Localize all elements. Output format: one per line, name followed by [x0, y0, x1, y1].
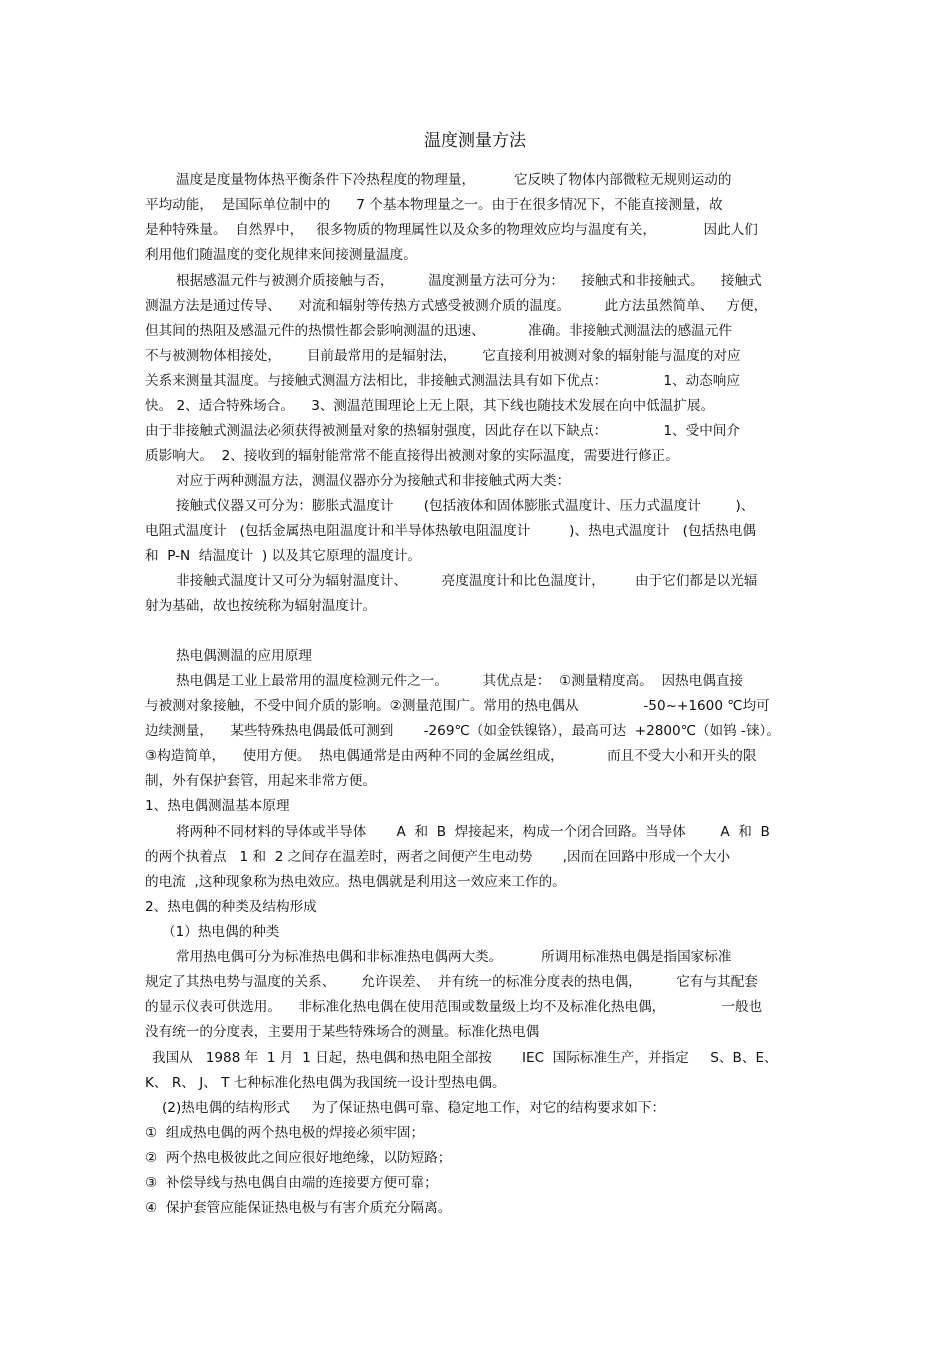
text-line: 的电流 ,这种现象称为热电效应。热电偶就是利用这一效应来工作的。 — [145, 874, 566, 890]
text-line: 的两个执着点 1 和 2 之间存在温差时，两者之间便产生电动势 ,因而在回路中形成一个大小 — [145, 849, 731, 865]
text-line: 电阻式温度计 (包括金属热电阻温度计和半导体热敏电阻温度计 )、热电式温度计 (包括热电偶 — [145, 523, 756, 539]
text-line: 射为基础，故也按统称为辐射温度计。 — [145, 598, 377, 614]
document-title: 温度测量方法 — [424, 131, 526, 151]
text-line: 热电偶是工业上最常用的温度检测元件之一。 其优点是： ①测量精度高。 因热电偶直接 — [176, 673, 744, 689]
text-line: 测温方法是通过传导、 对流和辐射等传热方式感受被测介质的温度。 此方法虽然简单、 方便， — [145, 298, 768, 314]
text-line: (2)热电偶的结构形式 为了保证热电偶可靠、稳定地工作，对它的结构要求如下： — [162, 1100, 666, 1116]
text-line: 非接触式温度计又可分为辐射温度计、 亮度温度计和比色温度计， 由于它们都是以光辐 — [176, 573, 758, 589]
text-line: 的显示仪表可供选用。 非标准化热电偶在使用范围或数量级上均不及标准化热电偶， 一般也 — [145, 999, 763, 1015]
text-line: 我国从 1988 年 1 月 1 日起，热电偶和热电阻全部按 IEC 国际标准生产，并指定 S、B、E、 — [152, 1050, 778, 1066]
text-line: 常用热电偶可分为标准热电偶和非标准热电偶两大类。 所调用标准热电偶是指国家标准 — [176, 949, 732, 965]
text-line: 接触式仪器又可分为：膨胀式温度计 (包括液体和固体膨胀式温度计、压力式温度计 )、 — [176, 498, 755, 514]
text-line: 规定了其热电势与温度的关系、 允许误差、 并有统一的标准分度表的热电偶， 它有与其配套 — [145, 974, 758, 990]
text-line: 根据感温元件与被测介质接触与否， 温度测量方法可分为： 接触式和非接触式。 接触式 — [176, 273, 762, 289]
text-line: ④ 保护套管应能保证热电极与有害介质充分隔离。 — [145, 1200, 452, 1216]
text-line: 没有统一的分度表，主要用于某些特殊场合的测量。标准化热电偶 — [145, 1024, 540, 1040]
text-line: ① 组成热电偶的两个热电极的焊接必须牢固； — [145, 1125, 425, 1141]
text-line: 由于非接触式测温法必须获得被测量对象的热辐射强度，因此存在以下缺点： 1、受中间介 — [145, 423, 740, 439]
text-line: 1、热电偶测温基本原理 — [145, 798, 290, 814]
text-line: ③构造简单， 使用方便。 热电偶通常是由两种不同的金属丝组成， 而且不受大小和开头的限 — [145, 748, 757, 764]
text-line: K、 R、 J、 T 七种标准化热电偶为我国统一设计型热电偶。 — [145, 1075, 506, 1091]
text-line: 平均动能， 是国际单位制中的 7 个基本物理量之一。由于在很多情况下，不能直接测量，故 — [145, 197, 723, 213]
text-line: ② 两个热电极彼此之间应很好地绝缘，以防短路； — [145, 1150, 452, 1166]
text-line: 对应于两种测温方法，测温仪器亦分为接触式和非接触式两大类： — [176, 473, 571, 489]
text-line: 是种特殊量。 自然界中， 很多物质的物理属性以及众多的物理效应均与温度有关， 因此人们 — [145, 222, 758, 238]
text-line: 但其间的热阻及感温元件的热惯性都会影响测温的迅速、 准确。非接触式测温法的感温元件 — [145, 323, 732, 339]
text-line: （1）热电偶的种类 — [162, 924, 280, 940]
text-line: 利用他们随温度的变化规律来间接测量温度。 — [145, 247, 417, 263]
text-line: 制，外有保护套管，用起来非常方便。 — [145, 773, 377, 789]
text-line: 将两种不同材料的导体或半导体 A 和 B 焊接起来，构成一个闭合回路。当导体 A 和 B — [176, 824, 770, 840]
text-line: 2、热电偶的种类及结构形成 — [145, 899, 317, 915]
text-line: 不与被测物体相接处， 目前最常用的是辐射法， 它直接利用被测对象的辐射能与温度的对应 — [145, 348, 741, 364]
text-line: ③ 补偿导线与热电偶自由端的连接要方便可靠； — [145, 1175, 438, 1191]
text-line: 与被测对象接触，不受中间介质的影响。②测量范围广。常用的热电偶从 -50~+1600 ℃均可 — [145, 698, 770, 714]
text-line: 热电偶测温的应用原理 — [176, 648, 312, 664]
text-line: 质影响大。 2、接收到的辐射能常常不能直接得出被测对象的实际温度，需要进行修正。 — [145, 448, 679, 464]
text-line: 边续测量， 某些特殊热电偶最低可测到 -269℃（如金铁镍铬），最高可达 +2800℃（如钨 -铼）。 — [145, 723, 780, 739]
text-line: 温度是度量物体热平衡条件下冷热程度的物理量， 它反映了物体内部微粒无规则运动的 — [176, 172, 732, 188]
text-line: 关系来测量其温度。与接触式测温方法相比，非接触式测温法具有如下优点： 1、动态响应 — [145, 373, 740, 389]
text-line: 快。 2、适合特殊场合。 3、测温范围理论上无上限，其下线也随技术发展在向中低温扩展。 — [145, 398, 715, 414]
text-line: 和 P-N 结温度计 ) 以及其它原理的温度计。 — [145, 548, 422, 564]
